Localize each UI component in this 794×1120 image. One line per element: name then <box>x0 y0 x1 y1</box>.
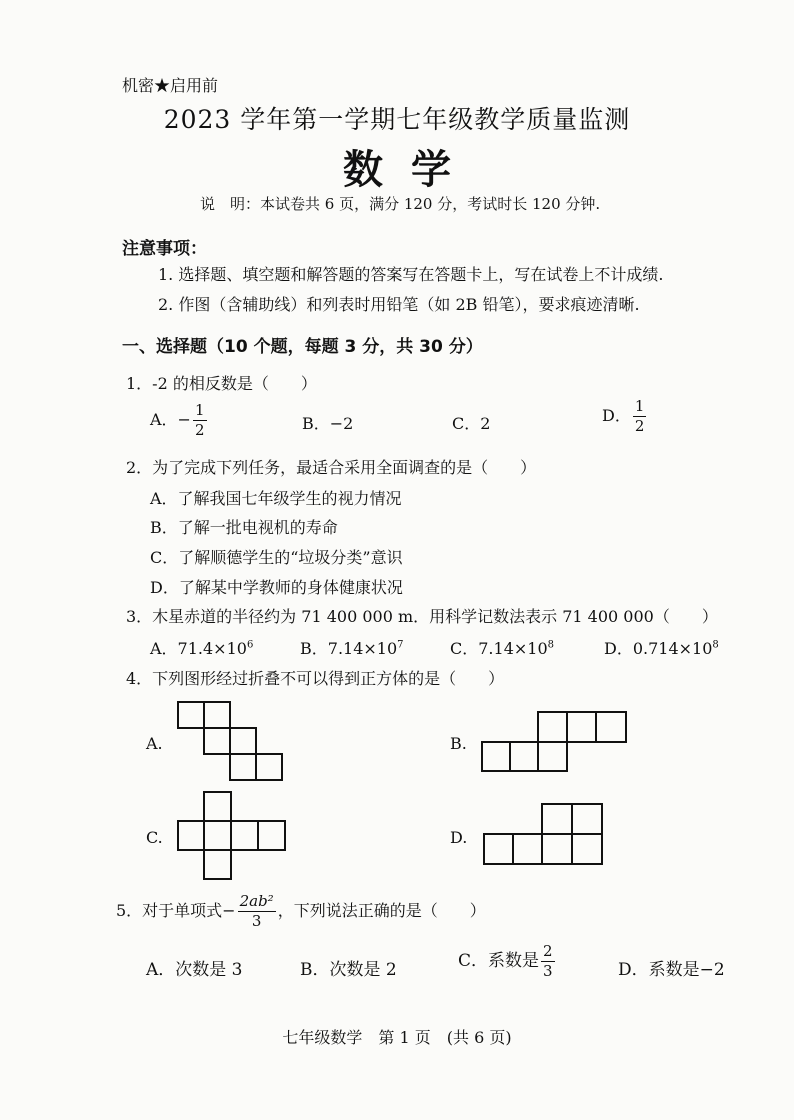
option-b-exponent: 7 <box>397 639 404 651</box>
fraction-denominator: 2 <box>194 421 205 439</box>
question-4-option-a-label: A. <box>146 734 163 753</box>
question-2-option-b: B．了解一批电视机的寿命 <box>150 518 338 537</box>
notice-item-1: 1. 选择题、填空题和解答题的答案写在答题卡上，写在试卷上不计成绩. <box>158 265 664 284</box>
question-5-option-d: D．系数是−2 <box>618 960 725 980</box>
net-square <box>538 742 567 771</box>
question-5-stem-post: ，下列说法正确的是（ ） <box>277 901 486 920</box>
option-a-fraction <box>193 401 207 440</box>
option-c-base: C．7.14×10 <box>450 639 548 658</box>
question-2-option-a: A．了解我国七年级学生的视力情况 <box>150 489 402 508</box>
question-3-option-d <box>604 636 719 659</box>
option-a-base: A．71.4×10 <box>150 639 247 658</box>
confidential-mark: 机密★启用前 <box>122 76 219 95</box>
fraction-denominator: 3 <box>251 912 262 930</box>
question-1-option-a <box>150 401 209 440</box>
question-5-option-c <box>458 942 557 981</box>
option-b-base: B．7.14×10 <box>300 639 398 658</box>
net-square <box>204 702 230 728</box>
question-4-option-b-label: B. <box>450 734 467 753</box>
net-square <box>178 702 204 728</box>
net-square <box>572 804 602 834</box>
fraction-numerator: 2 <box>543 942 553 960</box>
option-d-label: D． <box>602 406 631 425</box>
question-3-option-b <box>300 636 404 659</box>
net-square <box>258 821 285 850</box>
option-d-fraction <box>633 397 647 436</box>
net-square <box>204 792 231 821</box>
net-square <box>231 821 258 850</box>
option-a-exponent: 6 <box>246 639 254 651</box>
question-5-option-a: A．次数是 3 <box>146 960 243 980</box>
exam-note: 说 明：本试卷共 6 页，满分 120 分，考试时长 120 分钟. <box>200 195 601 213</box>
net-figure-b <box>480 710 632 774</box>
net-square <box>510 742 538 771</box>
fraction-numerator: 1 <box>634 397 645 415</box>
net-square <box>542 804 572 834</box>
net-square <box>567 712 596 742</box>
net-figure-a <box>176 700 286 786</box>
net-square <box>572 834 602 864</box>
fraction-numerator: 1 <box>194 401 205 419</box>
fraction-denominator: 3 <box>543 962 553 980</box>
net-square <box>204 821 231 850</box>
net-square <box>230 754 256 780</box>
option-c-label: C．系数是 <box>458 951 540 971</box>
net-square <box>482 742 510 771</box>
question-5-option-b: B．次数是 2 <box>300 960 397 980</box>
question-3-option-c <box>450 636 554 659</box>
question-3-stem: 3．木星赤道的半径约为 71 400 000 m．用科学记数法表示 71 400 000（ ） <box>126 607 718 626</box>
net-square <box>204 728 230 754</box>
exam-title: 2023 学年第一学期七年级教学质量监测 <box>163 105 631 134</box>
fraction-denominator: 2 <box>634 417 645 435</box>
net-square <box>178 821 204 850</box>
page-footer: 七年级数学 第 1 页 (共 6 页) <box>282 1028 512 1047</box>
question-2-option-c: C．了解顺德学生的“垃圾分类”意识 <box>150 548 403 567</box>
monomial-fraction <box>238 892 276 931</box>
net-square <box>542 834 572 864</box>
net-square <box>596 712 626 742</box>
net-square <box>204 850 231 879</box>
question-5-stem <box>116 892 486 931</box>
question-1-option-b: B．−2 <box>302 414 354 433</box>
question-1-option-d <box>602 397 648 436</box>
subject-title: 数学 <box>343 146 479 193</box>
option-c-exponent: 8 <box>547 639 555 651</box>
question-3-option-a <box>150 636 253 659</box>
net-square <box>484 834 513 864</box>
notice-heading: 注意事项： <box>122 239 207 259</box>
option-d-exponent: 8 <box>712 639 719 651</box>
notice-item-2: 2. 作图（含辅助线）和列表时用铅笔（如 2B 铅笔），要求痕迹清晰. <box>158 295 640 314</box>
net-square <box>538 712 567 742</box>
section-heading: 一、选择题（10 个题，每题 3 分，共 30 分） <box>122 337 483 357</box>
option-c-fraction <box>541 942 555 981</box>
question-4-option-c-label: C. <box>146 828 163 847</box>
net-figure-c <box>176 790 288 882</box>
net-square <box>230 728 256 754</box>
net-square <box>256 754 282 780</box>
question-1-stem: 1．-2 的相反数是（ ） <box>126 374 317 393</box>
net-figure-d <box>482 802 606 866</box>
fraction-numerator: 2ab² <box>239 892 274 910</box>
question-2-option-d: D．了解某中学教师的身体健康状况 <box>150 578 403 597</box>
question-5-stem-pre: 5．对于单项式− <box>116 901 236 920</box>
question-4-option-d-label: D. <box>450 828 468 847</box>
question-4-stem: 4．下列图形经过折叠不可以得到正方体的是（ ） <box>126 669 505 688</box>
question-2-stem: 2．为了完成下列任务，最适合采用全面调查的是（ ） <box>126 458 537 477</box>
option-a-label: A．− <box>150 410 191 429</box>
option-d-base: D．0.714×10 <box>604 639 713 658</box>
net-square <box>513 834 542 864</box>
question-1-option-c: C．2 <box>452 414 491 433</box>
